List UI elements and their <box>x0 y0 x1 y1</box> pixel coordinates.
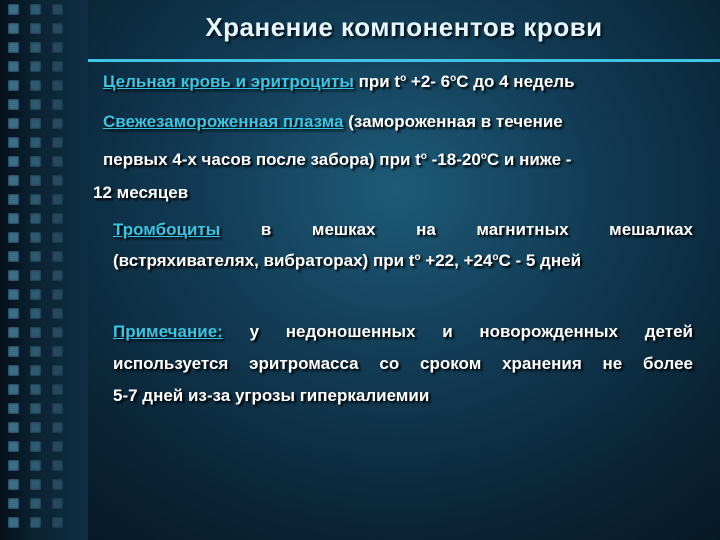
film-hole <box>30 194 41 205</box>
film-hole <box>8 517 19 528</box>
film-hole <box>8 213 19 224</box>
film-hole <box>8 441 19 452</box>
film-hole <box>52 137 63 148</box>
title-divider <box>88 59 720 62</box>
note-label-link[interactable]: Примечание: <box>113 322 223 341</box>
film-hole <box>8 23 19 34</box>
film-hole <box>52 42 63 53</box>
film-hole <box>8 137 19 148</box>
note-line-3: 5-7 дней из-за угрозы гиперкалиемии <box>113 386 430 405</box>
film-hole <box>8 289 19 300</box>
film-hole <box>30 23 41 34</box>
film-hole <box>52 80 63 91</box>
film-hole <box>30 403 41 414</box>
film-hole <box>52 270 63 281</box>
film-hole <box>52 289 63 300</box>
film-hole <box>8 251 19 262</box>
film-hole <box>52 232 63 243</box>
film-hole <box>8 479 19 490</box>
film-hole <box>8 232 19 243</box>
film-hole <box>30 517 41 528</box>
film-hole <box>30 308 41 319</box>
film-hole <box>30 384 41 395</box>
slide-title: Хранение компонентов крови <box>205 12 603 42</box>
whole-blood-line: Цельная кровь и эритроциты при $t^о +2-$ $6^оС$ до 4 недель <box>103 72 575 91</box>
film-hole <box>8 327 19 338</box>
film-hole <box>52 118 63 129</box>
film-hole <box>52 460 63 471</box>
film-hole <box>30 327 41 338</box>
film-hole <box>30 4 41 15</box>
film-hole <box>30 61 41 72</box>
film-hole <box>8 61 19 72</box>
plasma-line: Свежезамороженная плазма (замороженная в течение <box>103 112 563 131</box>
platelets-line-1: Тромбоциты в мешках на магнитных мешалках <box>113 220 693 239</box>
film-hole <box>8 42 19 53</box>
film-hole <box>52 422 63 433</box>
plasma-line-3: 12 месяцев <box>93 183 189 202</box>
film-hole <box>30 156 41 167</box>
whole-blood-link[interactable]: Цельная кровь и эритроциты <box>103 72 354 91</box>
film-hole <box>8 460 19 471</box>
film-hole <box>30 441 41 452</box>
film-hole <box>52 403 63 414</box>
film-hole <box>52 4 63 15</box>
film-hole <box>52 251 63 262</box>
film-hole <box>30 460 41 471</box>
film-hole <box>30 270 41 281</box>
film-hole <box>30 137 41 148</box>
film-hole <box>30 99 41 110</box>
film-hole <box>52 175 63 186</box>
film-hole <box>52 308 63 319</box>
film-holes-column-1 <box>8 4 19 540</box>
platelets-line-2: (встряхивателях, вибраторах) при $t^о +22$, $+24^оС - 5$ дней <box>113 251 582 270</box>
film-hole <box>52 441 63 452</box>
film-hole <box>30 175 41 186</box>
platelets-link[interactable]: Тромбоциты <box>113 220 221 239</box>
film-hole <box>52 365 63 376</box>
film-hole <box>8 80 19 91</box>
film-hole <box>30 498 41 509</box>
film-holes-column-2 <box>30 4 41 540</box>
film-hole <box>30 251 41 262</box>
film-hole <box>52 479 63 490</box>
film-hole <box>8 4 19 15</box>
film-hole <box>52 327 63 338</box>
film-hole <box>30 213 41 224</box>
film-hole <box>30 232 41 243</box>
film-strip-decoration <box>0 0 88 540</box>
film-hole <box>52 346 63 357</box>
film-hole <box>52 213 63 224</box>
film-hole <box>8 365 19 376</box>
film-hole <box>52 194 63 205</box>
film-hole <box>52 384 63 395</box>
film-hole <box>30 346 41 357</box>
film-hole <box>30 289 41 300</box>
film-hole <box>8 156 19 167</box>
plasma-line-2: первых 4-х часов после забора) при $t^о$ $-18-20^оС$ и ниже - <box>103 150 572 169</box>
plasma-link[interactable]: Свежезамороженная плазма <box>103 112 344 131</box>
film-hole <box>52 23 63 34</box>
film-hole <box>30 80 41 91</box>
film-hole <box>30 365 41 376</box>
film-hole <box>8 270 19 281</box>
film-hole <box>52 498 63 509</box>
note-line-1: Примечание: у недоношенных и новорожденных детей <box>113 322 693 341</box>
film-hole <box>30 42 41 53</box>
film-hole <box>8 308 19 319</box>
film-hole <box>52 517 63 528</box>
film-hole <box>8 99 19 110</box>
film-hole <box>8 422 19 433</box>
film-hole <box>8 175 19 186</box>
film-hole <box>8 194 19 205</box>
film-hole <box>30 479 41 490</box>
film-hole <box>8 498 19 509</box>
film-hole <box>52 99 63 110</box>
film-hole <box>30 118 41 129</box>
note-line-2: используется эритромасса со сроком хранения не более <box>113 354 693 373</box>
film-hole <box>8 118 19 129</box>
film-hole <box>52 156 63 167</box>
film-hole <box>8 346 19 357</box>
film-hole <box>8 384 19 395</box>
film-holes-column-3 <box>52 4 63 540</box>
film-hole <box>8 403 19 414</box>
film-hole <box>52 61 63 72</box>
film-hole <box>30 422 41 433</box>
